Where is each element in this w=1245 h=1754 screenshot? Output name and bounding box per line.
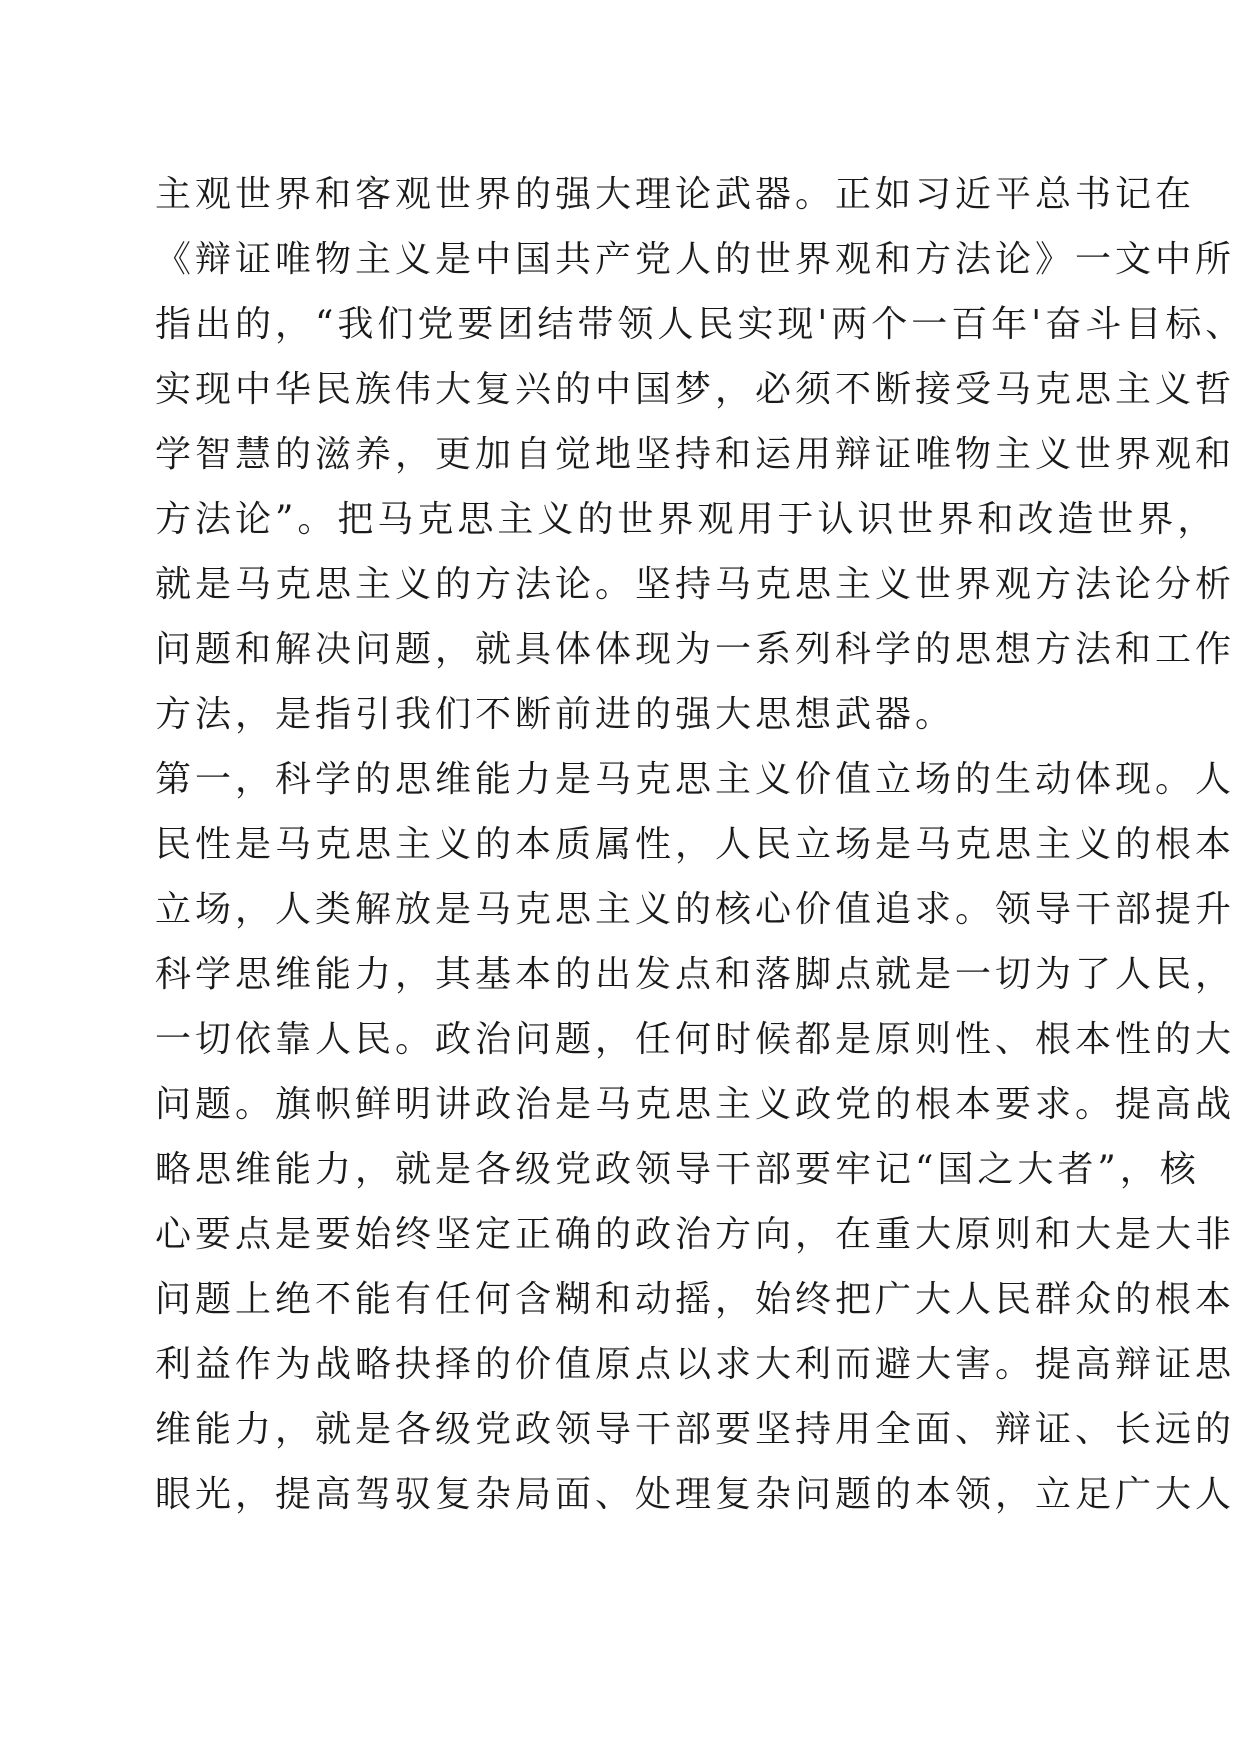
text-line: 就是马克思主义的方法论。坚持马克思主义世界观方法论分析 [155,564,1236,605]
text-line: 学智慧的滋养，更加自觉地坚持和运用辩证唯物主义世界观和 [155,434,1236,475]
text-line: 科学思维能力，其基本的出发点和落脚点就是一切为了人民， [155,954,1236,995]
text-line: 问题上绝不能有任何含糊和动摇，始终把广大人民群众的根本 [155,1279,1236,1320]
text-line: 眼光，提高驾驭复杂局面、处理复杂问题的本领，立足广大人 [155,1474,1236,1515]
text-line: 心要点是要始终坚定正确的政治方向，在重大原则和大是大非 [155,1214,1236,1255]
text-line: 略思维能力，就是各级党政领导干部要牢记“国之大者”，核 [155,1149,1200,1190]
text-line: 利益作为战略抉择的价值原点以求大利而避大害。提高辩证思 [155,1344,1236,1385]
text-line: 主观世界和客观世界的强大理论武器。正如习近平总书记在 [155,174,1196,215]
text-line: 立场，人类解放是马克思主义的核心价值追求。领导干部提升 [155,889,1236,930]
text-line: 方法论”。把马克思主义的世界观用于认识世界和改造世界， [155,499,1218,540]
text-line: 问题和解决问题，就具体体现为一系列科学的思想方法和工作 [155,629,1236,670]
text-line: 第一，科学的思维能力是马克思主义价值立场的生动体现。人 [155,759,1236,800]
text-line: 维能力，就是各级党政领导干部要坚持用全面、辩证、长远的 [155,1409,1236,1450]
text-line: 问题。旗帜鲜明讲政治是马克思主义政党的根本要求。提高战 [155,1084,1236,1125]
text-line: 《辩证唯物主义是中国共产党人的世界观和方法论》一文中所 [155,239,1236,280]
text-line: 方法，是指引我们不断前进的强大思想武器。 [155,694,956,735]
text-line: 一切依靠人民。政治问题，任何时候都是原则性、根本性的大 [155,1019,1236,1060]
text-line: 实现中华民族伟大复兴的中国梦，必须不断接受马克思主义哲 [155,369,1236,410]
body-text [155,162,1245,1527]
text-line: 指出的，“我们党要团结带领人民实现'两个一百年'奋斗目标、 [155,304,1245,345]
text-line: 民性是马克思主义的本质属性，人民立场是马克思主义的根本 [155,824,1236,865]
